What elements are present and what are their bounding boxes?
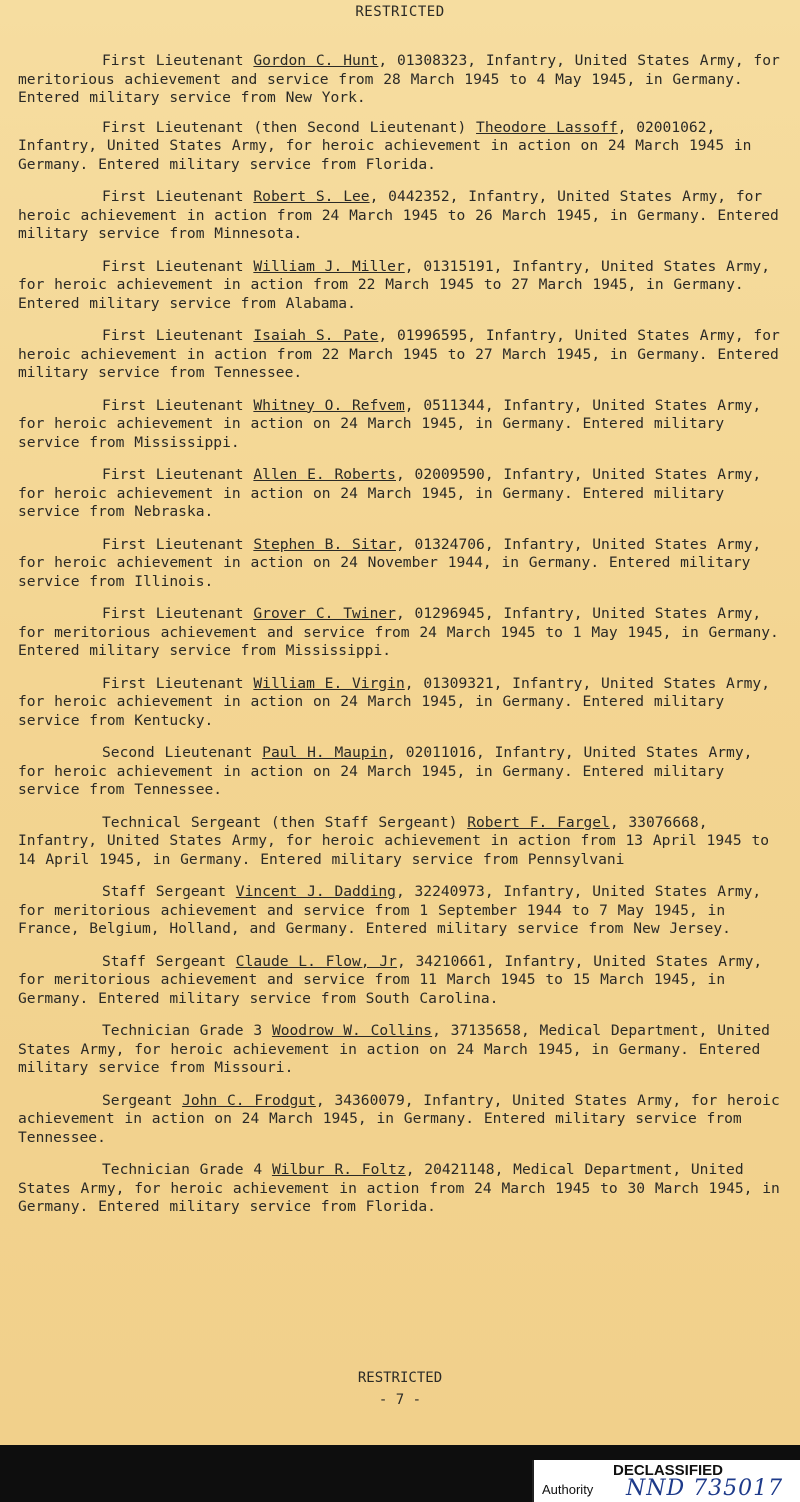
citation-recipient-name: William J. Miller [253, 257, 405, 275]
citation-text: , 0442352, Infantry, United States Army, for heroic achievement in action from 24 March 1945 to 26 March 1945, in Germany. Entered military service from Minnesota. [18, 188, 779, 242]
citation-entry [18, 188, 782, 244]
citation-entry [18, 397, 782, 453]
citation-rank: Second Lieutenant [102, 744, 263, 761]
citation-recipient-name: Theodore Lassoff [476, 118, 618, 136]
citation-rank: First Lieutenant [102, 605, 254, 622]
citation-rank: First Lieutenant [102, 52, 254, 69]
citation-entry [18, 1022, 782, 1078]
citation-text: , 01309321, Infantry, United States Army, for heroic achievement in action on 24 March 1945, in Germany. Entered military service from Kentucky. [18, 674, 770, 729]
citation-rank: First Lieutenant [102, 396, 254, 414]
citation-entry [18, 883, 782, 939]
citation-text: , 20421148, Medical Department, United States Army, for heroic achievement in action from 24 March 1945 to 30 March 1945, in Germany. Entered military service from Florida. [18, 1161, 780, 1215]
citation-rank: First Lieutenant [102, 466, 254, 483]
citation-text: , 01308323, Infantry, United States Army, for meritorious achievement and service from 28 March 1945 to 4 May 1945, in Germany. Entered military service from New York. [18, 52, 780, 106]
citation-recipient-name: Allen E. Roberts [253, 466, 396, 483]
citation-recipient-name: Claude L. Flow, Jr [235, 952, 397, 970]
citation-recipient-name: Isaiah S. Pate [253, 327, 379, 344]
citation-rank: First Lieutenant [102, 327, 254, 344]
citation-entry [18, 814, 782, 870]
stamp-title: DECLASSIFIED [612, 1462, 723, 1479]
citation-entry [18, 605, 782, 661]
citation-rank: First Lieutenant [102, 257, 254, 275]
citation-text: , 34360079, Infantry, United States Army, for heroic achievement in action on 24 March 1945, in Germany. Entered military service from Tennessee. [18, 1091, 780, 1146]
citation-text: , 01296945, Infantry, United States Army, for meritorious achievement and service from 24 March 1945 to 1 May 1945, in Germany. Entered military service from Mississippi. [18, 605, 779, 659]
citation-recipient-name: Vincent J. Dadding [235, 883, 396, 900]
citation-entry [18, 744, 782, 800]
citation-entry [18, 953, 782, 1009]
page-number: - 7 - [378, 1392, 422, 1408]
citation-rank: Sergeant [102, 1091, 183, 1109]
citation-text: , 01996595, Infantry, United States Army, for heroic achievement in action from 22 March 1945 to 27 March 1945, in Germany. Entered military service from Tennessee. [18, 327, 780, 381]
citation-rank: Staff Sergeant [102, 952, 236, 970]
citation-recipient-name: Stephen B. Sitar [253, 535, 396, 553]
declassified-stamp [532, 1460, 800, 1502]
citation-recipient-name: Grover C. Twiner [253, 605, 396, 622]
citation-text: , 01315191, Infantry, United States Army, for heroic achievement in action from 22 March 1945 to 27 March 1945, in Germany. Entered military service from Alabama. [18, 257, 770, 312]
citation-rank: Staff Sergeant [102, 883, 236, 900]
citation-entry [18, 536, 782, 592]
citation-entry [18, 52, 782, 108]
citation-recipient-name: Gordon C. Hunt [253, 52, 379, 69]
citation-text: , 32240973, Infantry, United States Army, for meritorious achievement and service from 1 September 1944 to 7 May 1945, in France, Belgium, Holland, and Germany. Entered military service from New Jersey. [18, 883, 762, 937]
citation-entry [18, 119, 782, 175]
page-footer-classification: RESTRICTED [357, 1370, 443, 1386]
citation-entry [18, 327, 782, 383]
citation-text: , 33076668, Infantry, United States Army, for heroic achievement in action from 13 April 1945 to 14 April 1945, in Germany. Entered military service from Pennsylvani [18, 813, 770, 868]
citation-recipient-name: William E. Virgin [253, 674, 405, 692]
citation-entry [18, 258, 782, 314]
citation-entry [18, 1092, 782, 1148]
citation-recipient-name: Robert S. Lee [253, 188, 370, 205]
citation-recipient-name: Whitney O. Refvem [253, 396, 405, 414]
citation-rank: First Lieutenant (then Second Lieutenant) [102, 118, 477, 136]
citation-recipient-name: Robert F. Fargel [467, 813, 610, 831]
citation-recipient-name: Wilbur R. Foltz [271, 1161, 406, 1178]
stamp-authority-label: Authority [542, 1482, 594, 1497]
citation-rank: First Lieutenant [102, 674, 254, 692]
citation-text: , 0511344, Infantry, United States Army, for heroic achievement in action on 24 March 1945, in Germany. Entered military service from Mississippi. [18, 396, 762, 451]
citation-recipient-name: John C. Frodgut [182, 1091, 316, 1109]
page-header-classification: RESTRICTED [355, 4, 445, 20]
citation-text: , 01324706, Infantry, United States Army, for heroic achievement in action on 24 November 1944, in Germany. Entered military service from Illinois. [18, 535, 762, 590]
citation-rank: Technician Grade 3 [102, 1022, 272, 1039]
citation-rank: First Lieutenant [102, 535, 254, 553]
citation-rank: Technician Grade 4 [102, 1161, 272, 1178]
citation-recipient-name: Paul H. Maupin [262, 744, 388, 761]
stamp-authority-number: NND 735017 [626, 1476, 784, 1501]
citation-rank: Technical Sergeant (then Staff Sergeant) [102, 813, 468, 831]
citation-text: , 37135658, Medical Department, United States Army, for heroic achievement in action on 24 March 1945, in Germany. Entered military service from Missouri. [18, 1022, 770, 1076]
citation-text: , 02001062, Infantry, United States Army, for heroic achievement in action on 24 March 1945 in Germany. Entered military service from Florida. [18, 118, 752, 173]
citation-rank: First Lieutenant [102, 188, 254, 205]
citation-recipient-name: Woodrow W. Collins [271, 1022, 433, 1039]
citation-text: , 02011016, Infantry, United States Army, for heroic achievement in action on 24 March 1945, in Germany. Entered military service from Tennessee. [18, 744, 753, 798]
citation-text: , 02009590, Infantry, United States Army, for heroic achievement in action on 24 March 1945, in Germany. Entered military service from Nebraska. [18, 466, 762, 520]
citation-entry [18, 1161, 782, 1217]
citation-text: , 34210661, Infantry, United States Army, for meritorious achievement and service from 11 March 1945 to 15 March 1945, in Germany. Entered military service from South Carolina. [18, 952, 763, 1007]
citation-list [18, 38, 782, 1217]
citation-entry [18, 675, 782, 731]
citation-entry [18, 466, 782, 522]
